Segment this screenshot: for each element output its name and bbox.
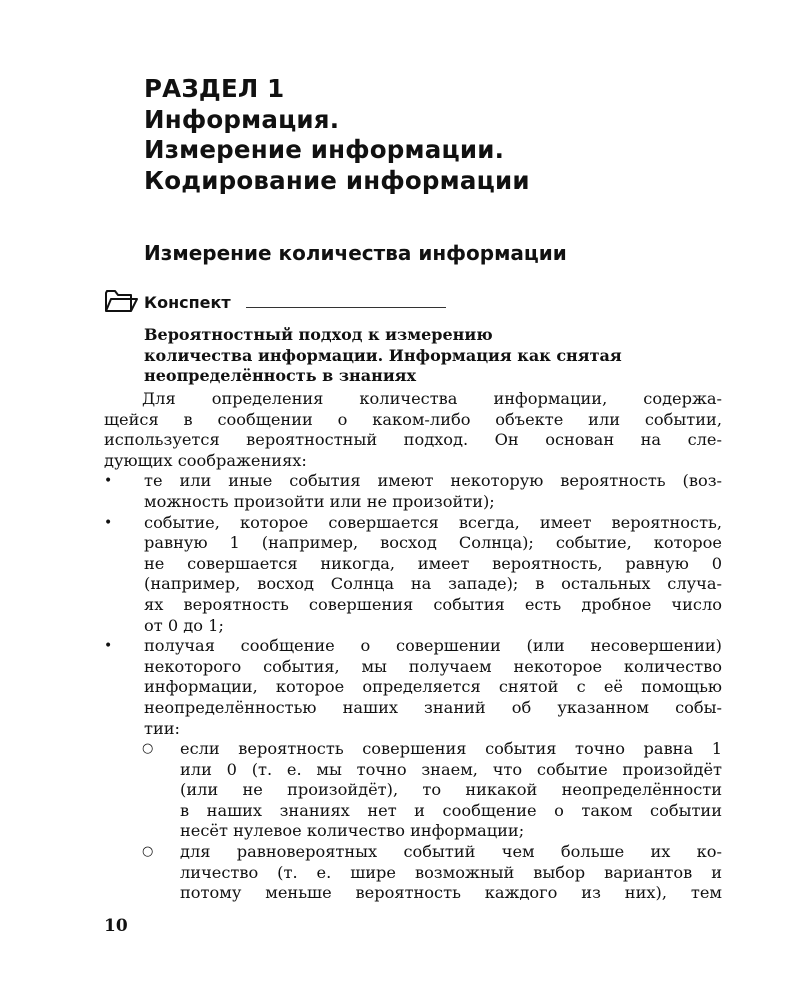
text-line: в наших знаниях нет и сообщение о таком событии — [180, 800, 722, 820]
section-title-line: Кодирование информации — [144, 165, 530, 195]
section-title-line: Измерение информации. — [144, 135, 505, 164]
sub-heading-line: количества информации. Информация как снятая — [144, 345, 622, 365]
text-line: (или не произойдёт), то никакой неопределённости — [180, 780, 722, 800]
konspekt-label: Конспект — [144, 293, 231, 312]
text-line: несёт нулевое количество информации; — [180, 821, 525, 841]
text-line: событие, которое совершается всегда, имеет вероятность, — [144, 512, 722, 532]
text-line: некоторого события, мы получаем некоторое количество — [144, 656, 722, 676]
bullet-marker: • — [104, 473, 113, 490]
text-line: используется вероятностный подход. Он основан на сле- — [104, 430, 722, 450]
subsection-title: Измерение количества информации — [144, 241, 567, 265]
text-line: потому меньше вероятность каждого из них), тем — [180, 883, 722, 903]
sub-bullet-item — [104, 739, 722, 842]
text-line: для равновероятных событий чем больше их ко- — [180, 842, 722, 862]
bullet-marker: • — [104, 514, 113, 531]
bullet-item — [104, 471, 722, 512]
text-line: неопределённостью наших знаний об указанном собы- — [144, 697, 722, 717]
text-line: не совершается никогда, имеет вероятность, равную 0 — [144, 553, 722, 573]
text-line: ях вероятность совершения события есть дробное число — [144, 594, 722, 614]
text-line: информации, которое определяется снятой с её помощью — [144, 677, 722, 697]
text-line: дующих соображениях: — [104, 450, 307, 470]
text-line: получая сообщение о совершении (или несовершении) — [144, 636, 722, 656]
sub-bullet-marker: ○ — [142, 741, 154, 757]
text-line: можность произойти или не произойти); — [144, 491, 495, 511]
konspekt-rule — [246, 307, 446, 308]
page-number: 10 — [104, 916, 128, 936]
sub-bullet-marker: ○ — [142, 844, 154, 860]
intro-paragraph — [104, 389, 722, 471]
bullet-marker: • — [104, 638, 113, 655]
text-line: если вероятность совершения события точно равна 1 — [180, 739, 722, 759]
sub-heading-line: Вероятностный подход к измерению — [144, 325, 493, 344]
text-line: те или иные события имеют некоторую вероятность (воз- — [144, 471, 722, 491]
bullet-item — [104, 636, 722, 739]
folder-icon — [104, 288, 138, 316]
sub-bullet-item — [104, 842, 722, 904]
text-line: от 0 до 1; — [144, 615, 224, 635]
sub-heading-line: неопределённость в знаниях — [144, 366, 417, 385]
section-title — [144, 74, 764, 196]
text-line: щейся в сообщении о каком-либо объекте или событии, — [104, 409, 722, 429]
text-line: тии: — [144, 718, 180, 738]
body-text — [104, 389, 722, 904]
konspekt-header — [104, 288, 446, 316]
bullet-item — [104, 513, 722, 637]
sub-heading — [144, 325, 734, 387]
text-line: (например, восход Солнца на западе); в остальных случа- — [144, 574, 722, 594]
text-line: Для определения количества информации, содержа- — [142, 389, 722, 408]
section-title-line: Информация. — [144, 104, 340, 134]
text-line: личество (т. е. шире возможный выбор вариантов и — [180, 862, 722, 882]
text-line: равную 1 (например, восход Солнца); событие, которое — [144, 533, 722, 553]
section-label: РАЗДЕЛ 1 — [144, 74, 285, 103]
text-line: или 0 (т. е. мы точно знаем, что событие произойдёт — [180, 759, 722, 779]
